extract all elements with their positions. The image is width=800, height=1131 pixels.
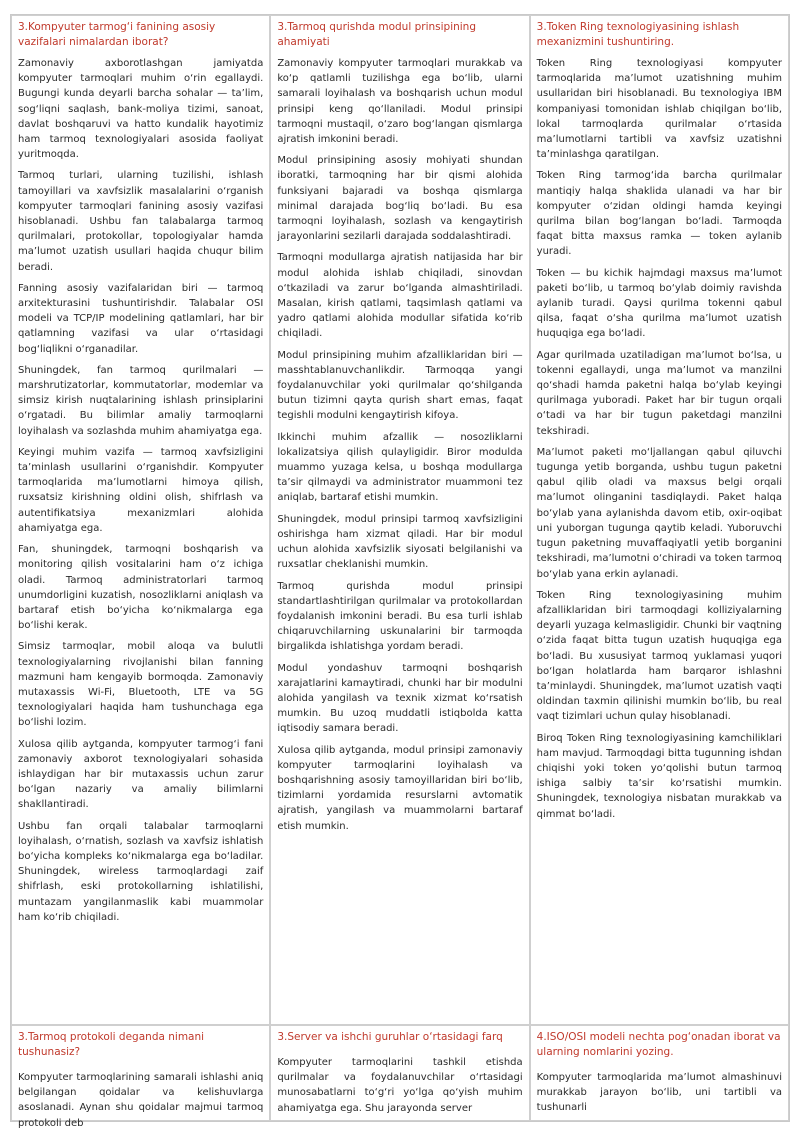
paragraph: Keyingi muhim vazifa — tarmoq xavfsizligini ta’minlash usullarini o‘rganishdir. Kompyuter tarmoqlarida ma’lumotlarni himoya qilish, ruxsatsiz kirishning oldini olish, shifrlash va autentifikatsiya mexanizmlari alohida ahamiyatga ega.: [18, 446, 264, 534]
section-body: [277, 56, 522, 834]
paragraph: Ma’lumot paketi mo‘ljallangan qabul qiluvchi tugunga yetib borganda, ushbu tugun paketni qabul qilib oladi va maxsus belgi orqali ma’lumot olinganini tasdiqlaydi. Paket halqa bo‘ylab yana aylanishda davom etib, oxir-oqibat uni yuborgan tugunga qaytib keladi. Yuboruvchi tugun paketning muvaffaqiyatli yetib borganini tekshiradi, ma’lumotni o‘chiradi va token tarmoq bo‘ylab yana erkin aylanadi.: [536, 446, 782, 580]
section-title: 3.Server va ishchi guruhlar o‘rtasidagi farq: [277, 1031, 503, 1043]
paragraph: Biroq Token Ring texnologiyasining kamchiliklari ham mavjud. Tarmoqdagi bitta tugunning ishdan chiqishi yoki token yo‘qolishi butun tarmoq ishiga salbiy ta’sir ko‘rsatishi mumkin. Shuningdek, texnologiya nisbatan murakkab va qimmat bo‘ladi.: [536, 732, 782, 820]
section-osi-model: [530, 1025, 789, 1121]
section-title: 3.Tarmoq qurishda modul prinsipining ahamiyati: [277, 21, 477, 48]
paragraph: Tarmoq turlari, ularning tuzilishi, ishlash tamoyillari va xavfsizlik masalalarini o‘rganish kompyuter tarmoqlari fanining asosiy vazifasi hisoblanadi. Ushbu fan talabalarga tarmoq qurilmalari, protokollar, topologiyalar hamda ma’lumot uzatish usullari haqida chuqur bilim beradi.: [18, 170, 264, 273]
paragraph: Zamonaviy axborotlashgan jamiyatda kompyuter tarmoqlari muhim o‘rin egallaydi. Bugungi kunda deyarli barcha sohalar — ta’lim, sog‘liqni saqlash, bank-moliya tizimi, sanoat, davlat boshqaruvi va hatto kundalik hayotimiz ham tarmoq texnologiyalari asosida faoliyat yuritmoqda.: [18, 58, 264, 161]
paragraph: Modul yondashuv tarmoqni boshqarish xarajatlarini kamaytiradi, chunki har bir modulni alohida yangilash va texnik xizmat ko‘rsatish mumkin. Bu uzoq muddatli istiqbolda katta iqtisodiy samara beradi.: [277, 662, 523, 735]
paragraph: Zamonaviy kompyuter tarmoqlari murakkab va ko‘p qatlamli tuzilishga ega bo‘lib, ularni samarali loyihalash va boshqarish uchun modul prinsipi keng qo‘llaniladi. Modul prinsipi tarmoqni mustaqil, o‘zaro bog‘langan qismlarga ajratish imkonini beradi.: [277, 58, 523, 146]
paragraph: Tarmoq qurishda modul prinsipi standartlashtirilgan qurilmalar va protokollardan foydalanish imkonini beradi. Bu esa turli ishlab chiqaruvchilarning uskunalarini bir tarmoqda birgalikda ishlatishga yordam beradi.: [277, 580, 523, 653]
paragraph: Xulosa qilib aytganda, modul prinsipi zamonaviy kompyuter tarmoqlarini loyihalash va boshqarishning asosiy tamoyillaridan biri bo‘lib, tizimlarni yordamida resurslarni avtomatik ajratish, yangilash va muammolarni bartaraf etish mumkin.: [277, 744, 523, 832]
section-token-ring: [530, 15, 789, 1025]
paragraph: Token — bu kichik hajmdagi maxsus ma’lumot paketi bo‘lib, u tarmoq bo‘ylab doimiy ravishda aylanib turadi. Qaysi qurilma tokenni qabul qilsa, faqat o‘sha qurilma ma’lumot uzatish huquqiga ega bo‘ladi.: [536, 267, 782, 340]
paragraph: Ikkinchi muhim afzallik — nosozliklarni lokalizatsiya qilish qulayligidir. Biror modulda muammo yuzaga kelsa, u boshqa modullarga ta’sir qilmaydi va administrator muammoni tez aniqlab, bartaraf etishi mumkin.: [277, 431, 523, 504]
paragraph: Shuningdek, fan tarmoq qurilmalari — marshrutizatorlar, kommutatorlar, modemlar va simsiz kirish nuqtalarining ishlash prinsiplarini o‘rgatadi. Bu bilimlar amaliy tarmoqlarni loyihalash va sozlashda muhim ahamiyatga ega.: [18, 364, 264, 437]
section-network-protocol: [11, 1025, 270, 1129]
paragraph: Kompyuter tarmoqlarida ma’lumot almashinuvi murakkab jarayon bo‘lib, uni tartibli va tushunarli: [536, 1072, 782, 1114]
section-body: [277, 1055, 522, 1116]
paragraph: Kompyuter tarmoqlarini tashkil etishda qurilmalar va foydalanuvchilar o‘rtasidagi munosabatlarni to‘g‘ri yo‘lga qo‘yish muhim ahamiyatga ega. Shu jarayonda server: [277, 1057, 523, 1114]
answer-table: [10, 14, 790, 1129]
paragraph: Tarmoqni modullarga ajratish natijasida har bir modul alohida ishlab chiqiladi, sinovdan o‘tkaziladi va zarur bo‘lganda almashtiriladi. Masalan, kirish qatlami, taqsimlash qatlami va yadro qatlami alohida modullar sifatida ko‘rib chiqiladi.: [277, 252, 523, 340]
paragraph: Simsiz tarmoqlar, mobil aloqa va bulutli texnologiyalarning rivojlanishi bilan fanning mazmuni ham kengayib bormoqda. Zamonaviy mutaxassis Wi-Fi, Bluetooth, LTE va 5G texnologiyalari haqida ham tushunchaga ega bo‘lishi lozim.: [18, 641, 264, 729]
paragraph: Ushbu fan orqali talabalar tarmoqlarni loyihalash, o‘rnatish, sozlash va xavfsiz ishlatish bo‘yicha kompleks ko‘nikmalarga ega bo‘ladilar. Shuningdek, wireless tarmoqlardagi zaif shifrlash, eski protokollarning ishlatilishi, muntazam yangilanmaslik kabi muammolar ham ko‘rib chiqiladi.: [18, 820, 264, 923]
section-title: 3.Kompyuter tarmog‘i fanining asosiy vazifalari nimalardan iborat?: [18, 21, 216, 48]
section-title: 4.ISO/OSI modeli nechta pog‘onadan iborat va ularning nomlarini yozing.: [536, 1031, 781, 1058]
section-body: [537, 1070, 782, 1116]
paragraph: Fan, shuningdek, tarmoqni boshqarish va monitoring qilish vositalarini ham o‘z ichiga oladi. Tarmoq administratorlari tarmoq unumdorligini kuzatish, nosozliklarni aniqlash va bartaraf etish bo‘yicha ko‘nikmalarga ega bo‘lishi kerak.: [18, 544, 264, 632]
section-server-vs-workgroup: [270, 1025, 529, 1121]
section-body: [18, 56, 263, 925]
paragraph: Shuningdek, modul prinsipi tarmoq xavfsizligini oshirishga ham xizmat qiladi. Har bir modul uchun alohida xavfsizlik siyosati belgilanishi va ruxsatlar cheklanishi mumkin.: [277, 513, 523, 571]
section-modular-principle: [270, 15, 529, 1025]
paragraph: Xulosa qilib aytganda, kompyuter tarmog‘i fani zamonaviy axborot texnologiyalari sohasida ishlaydigan har bir mutaxassis uchun zarur bo‘lgan nazariy va amaliy bilimlarni shakllantiradi.: [18, 738, 264, 811]
paragraph: Kompyuter tarmoqlarining samarali ishlashi aniq belgilangan qoidalar va kelishuvlarga asoslanadi. Aynan shu qoidalar majmui tarmoq protokoli deb: [18, 1072, 264, 1129]
paragraph: Token Ring tarmog‘ida barcha qurilmalar mantiqiy halqa shaklida ulanadi va har bir kompyuter o‘zidan oldingi hamda keyingi qurilma bilan bog‘langan bo‘ladi. Tarmoqda faqat bitta maxsus ramka — token aylanib yuradi.: [536, 170, 782, 258]
section-title: 3.Tarmoq protokoli deganda nimani tushunasiz?: [18, 1031, 205, 1058]
section-body: [18, 1070, 263, 1131]
section-network-course-tasks: [11, 15, 270, 1025]
paragraph: Modul prinsipining asosiy mohiyati shundan iboratki, tarmoqning har bir qismi alohida funksiyani bajaradi va boshqa qismlarga minimal darajada bog‘liq bo‘ladi. Bu esa tarmoqni loyihalash, sozlash va kengaytirish jarayonlarini sezilarli darajada soddalashtiradi.: [277, 155, 523, 243]
paragraph: Token Ring texnologiyasi kompyuter tarmoqlarida ma’lumot uzatishning muhim usullaridan biri hisoblanadi. Bu texnologiya IBM kompaniyasi tomonidan ishlab chiqilgan bo‘lib, lokal tarmoqlarda qurilmalar o‘rtasida ma’lumotlarni tartibli va xavfsiz uzatishni ta’minlashga qaratilgan.: [536, 58, 782, 161]
paragraph: Agar qurilmada uzatiladigan ma’lumot bo‘lsa, u tokenni egallaydi, unga ma’lumot va manzilni qo‘shadi hamda paketni halqa bo‘ylab keyingi qurilmaga yuboradi. Paket har bir tugun orqali o‘tadi va har bir tugun paketdagi manzilni tekshiradi.: [536, 349, 782, 437]
paragraph: Token Ring texnologiyasining muhim afzalliklaridan biri tarmoqdagi kolliziyalarning deyarli yuzaga kelmasligidir. Chunki bir vaqtning o‘zida faqat bitta tugun uzatish huquqiga ega bo‘ladi. Bu xususiyat tarmoq yuklamasi yuqori bo‘lgan holatlarda ham barqaror ishlashni ta’minlaydi. Shuningdek, ma’lumot uzatish vaqti oldindan taxmin qilinishi mumkin bo‘lib, bu real vaqt tizimlari uchun qulay hisoblanadi.: [536, 589, 782, 723]
section-body: [537, 56, 782, 822]
paragraph: Fanning asosiy vazifalaridan biri — tarmoq arxitekturasini tushuntirishdir. Talabalar OSI modeli va TCP/IP modelining qatlamlari, har bir qatlamning vazifasi va ular o‘rtasidagi bog‘liqlikni o‘rganadilar.: [18, 282, 264, 355]
section-title: 3.Token Ring texnologiyasining ishlash mexanizmini tushuntiring.: [536, 21, 740, 48]
paragraph: Modul prinsipining muhim afzalliklaridan biri — masshtablanuvchanlikdir. Tarmoqqa yangi foydalanuvchilar yoki qurilmalar qo‘shilganda butun tizimni qayta qurish shart emas, faqat tegishli modulni kengaytirish kifoya.: [277, 349, 523, 422]
